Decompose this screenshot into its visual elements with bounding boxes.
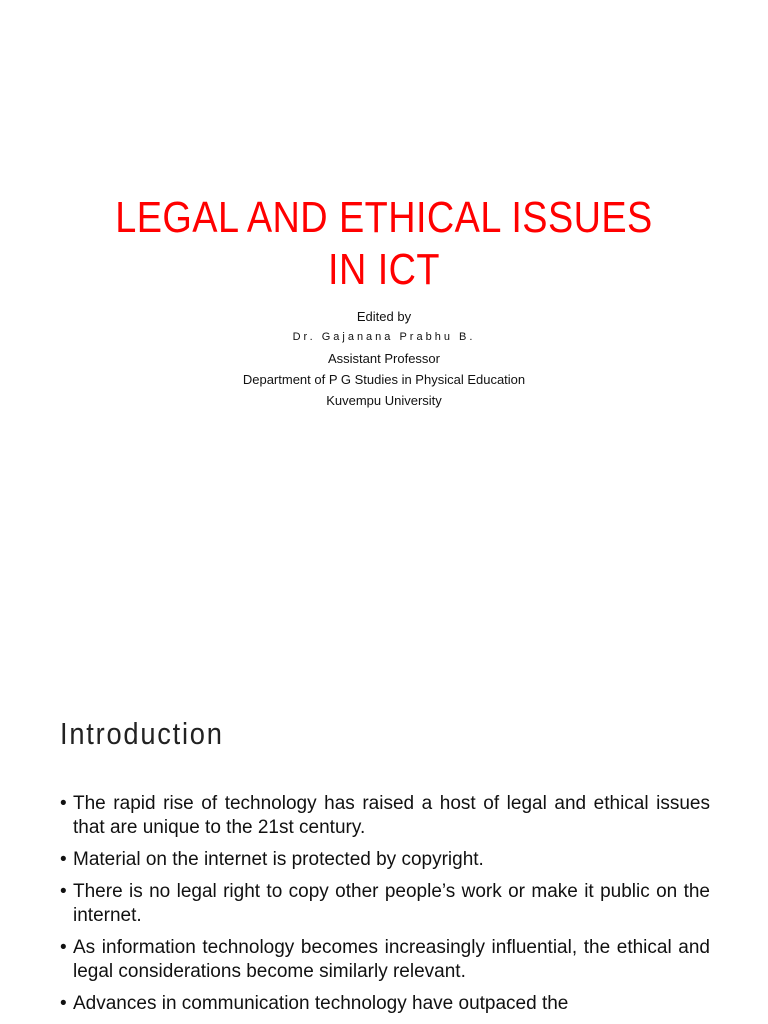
section-heading: Introduction xyxy=(60,716,224,751)
list-item: • Material on the internet is protected by copyright. xyxy=(60,848,710,872)
author-name: Dr. Gajanana Prabhu B. xyxy=(292,331,476,343)
list-item: • Advances in communication technology have outpaced the xyxy=(60,992,710,1016)
slide-title-line-2: IN ICT xyxy=(328,245,440,294)
list-item: • There is no legal right to copy other people’s work or make it public on the internet. xyxy=(60,880,710,928)
list-item: • As information technology becomes increasingly influential, the ethical and legal considerations become similarly relevant. xyxy=(60,936,710,984)
author-department: Department of P G Studies in Physical Education xyxy=(242,372,526,387)
bullet-list xyxy=(60,792,710,1024)
slide-title xyxy=(54,192,714,296)
author-info xyxy=(0,306,768,411)
introduction-slide xyxy=(0,576,768,1024)
list-item: • The rapid rise of technology has raised a host of legal and ethical issues that are unique to the 21st century. xyxy=(60,792,710,840)
author-university: Kuvempu University xyxy=(326,393,442,408)
slide-title-line-1: LEGAL AND ETHICAL ISSUES xyxy=(115,193,653,242)
author-position: Assistant Professor xyxy=(328,351,440,366)
edited-by-label: Edited by xyxy=(356,309,412,324)
